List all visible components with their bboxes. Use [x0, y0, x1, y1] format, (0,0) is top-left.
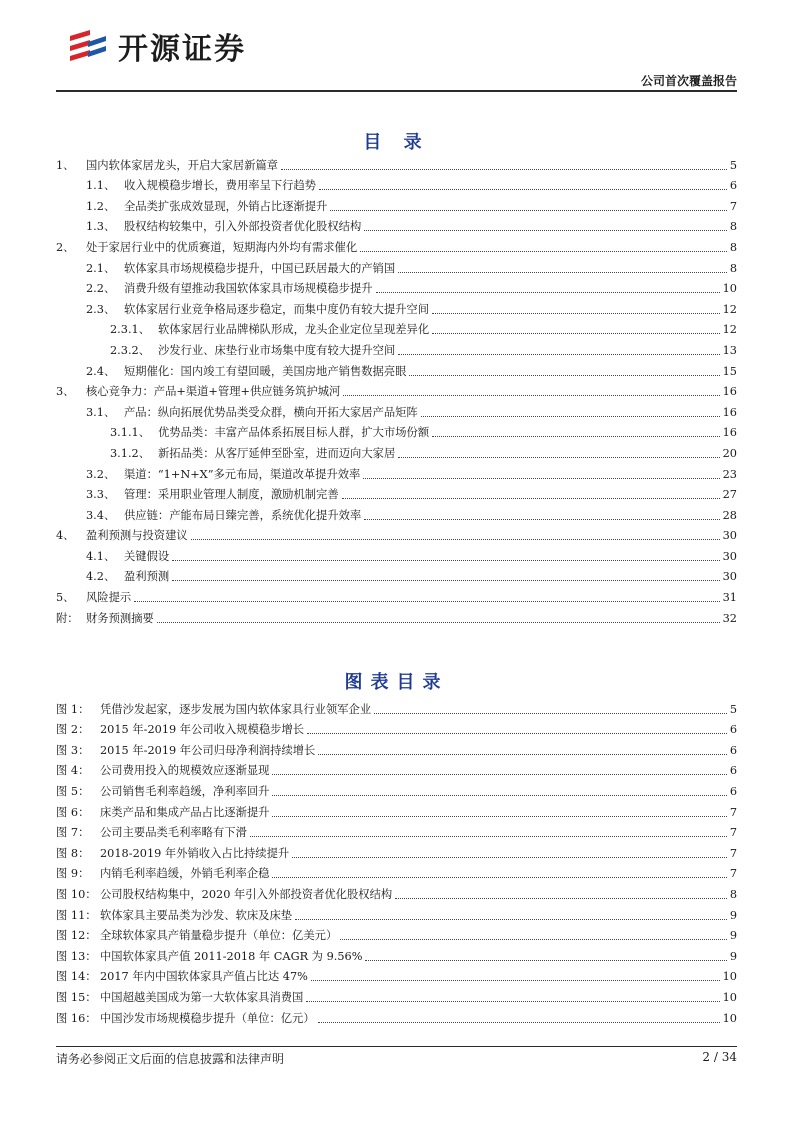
toc-entry[interactable]: 2.4、 短期催化：国内竣工有望回暖，美国房地产销售数据亮眼 15 — [86, 364, 737, 378]
figure-entry[interactable]: 图 11： 软体家具主要品类为沙发、软床及床垫 9 — [56, 908, 737, 922]
figures-list — [56, 696, 737, 1026]
figure-entry[interactable]: 图 13： 中国软体家具产值 2011-2018 年 CAGR 为 9.56% 9 — [56, 949, 737, 963]
footer-divider — [56, 1046, 737, 1047]
toc-entry[interactable]: 2.3、 软体家居行业竞争格局逐步稳定，而集中度仍有较大提升空间 12 — [86, 302, 737, 316]
toc-entry[interactable]: 3.1.1、 优势品类：丰富产品体系拓展目标人群，扩大市场份额 16 — [110, 426, 737, 440]
kaiyuan-logo-icon — [64, 22, 112, 70]
figure-entry[interactable]: 图 10： 公司股权结构集中，2020 年引入外部投资者优化股权结构 8 — [56, 887, 737, 901]
toc-entry[interactable]: 1.3、 股权结构较集中，引入外部投资者优化股权结构 8 — [86, 220, 737, 234]
report-type: 公司首次覆盖报告 — [640, 74, 737, 88]
figure-entry[interactable]: 图 1： 凭借沙发起家，逐步发展为国内软体家具行业领军企业 5 — [56, 702, 737, 716]
toc-entry[interactable]: 2、 处于家居行业中的优质赛道，短期海内外均有需求催化 8 — [56, 240, 737, 254]
figure-entry[interactable]: 图 9： 内销毛利率趋缓，外销毛利率企稳 7 — [56, 867, 737, 881]
toc-entry[interactable]: 5、 风险提示 31 — [56, 591, 737, 605]
toc-entry[interactable]: 2.3.1、 软体家居行业品牌梯队形成，龙头企业定位呈现差异化 12 — [110, 323, 737, 337]
toc-entry[interactable]: 3.3、 管理：采用职业管理人制度，激励机制完善 27 — [86, 488, 737, 502]
header-divider — [56, 90, 737, 92]
toc-entry[interactable]: 2.2、 消费升级有望推动我国软体家具市场规模稳步提升 10 — [86, 282, 737, 296]
figure-entry[interactable]: 图 12： 全球软体家具产销量稳步提升（单位：亿美元） 9 — [56, 929, 737, 943]
toc-entry[interactable]: 3、 核心竞争力：产品+渠道+管理+供应链务筑护城河 16 — [56, 385, 737, 399]
toc-entry[interactable]: 3.4、 供应链：产能布局日臻完善，系统优化提升效率 28 — [86, 508, 737, 522]
figure-entry[interactable]: 图 3： 2015 年-2019 年公司归母净利润持续增长 6 — [56, 743, 737, 757]
brand-logo — [64, 22, 246, 70]
toc-entry[interactable]: 1、 国内软体家居龙头，开启大家居新篇章 5 — [56, 158, 737, 172]
figures-title: 图表目录 — [344, 672, 449, 693]
toc-entry[interactable]: 4、 盈利预测与投资建议 30 — [56, 529, 737, 543]
toc-entry[interactable]: 附： 财务预测摘要 32 — [56, 611, 737, 625]
toc-entry[interactable]: 2.3.2、 沙发行业、床垫行业市场集中度有较大提升空间 13 — [110, 343, 737, 357]
brand-name: 开源证券 — [118, 32, 246, 67]
page-indicator: 2 / 34 — [702, 1050, 737, 1064]
figure-entry[interactable]: 图 5： 公司销售毛利率趋缓，净利率回升 6 — [56, 784, 737, 798]
toc-title: 目 录 — [363, 132, 430, 153]
toc-entry[interactable]: 3.1.2、 新拓品类：从客厅延伸至卧室，进而迈向大家居 20 — [110, 446, 737, 460]
figure-entry[interactable]: 图 4： 公司费用投入的规模效应逐渐显现 6 — [56, 764, 737, 778]
toc-entry[interactable]: 3.1、 产品：纵向拓展优势品类受众群，横向开拓大家居产品矩阵 16 — [86, 405, 737, 419]
figure-entry[interactable]: 图 6： 床类产品和集成产品占比逐渐提升 7 — [56, 805, 737, 819]
toc-entry[interactable]: 2.1、 软体家具市场规模稳步提升，中国已跃居最大的产销国 8 — [86, 261, 737, 275]
toc-entry[interactable]: 3.2、 渠道：“1+N+X”多元布局，渠道改革提升效率 23 — [86, 467, 737, 481]
figure-entry[interactable]: 图 8： 2018-2019 年外销收入占比持续提升 7 — [56, 846, 737, 860]
figure-entry[interactable]: 图 16： 中国沙发市场规模稳步提升（单位：亿元） 10 — [56, 1011, 737, 1025]
toc-list — [56, 152, 737, 626]
figure-entry[interactable]: 图 2： 2015 年-2019 年公司收入规模稳步增长 6 — [56, 723, 737, 737]
toc-entry[interactable]: 4.1、 关键假设 30 — [86, 549, 737, 563]
footer-disclaimer: 请务必参阅正文后面的信息披露和法律声明 — [56, 1052, 285, 1066]
toc-entry[interactable]: 1.2、 全品类扩张成效显现，外销占比逐渐提升 7 — [86, 199, 737, 213]
toc-entry[interactable]: 4.2、 盈利预测 30 — [86, 570, 737, 584]
figure-entry[interactable]: 图 15： 中国超越美国成为第一大软体家具消费国 10 — [56, 990, 737, 1004]
toc-entry[interactable]: 1.1、 收入规模稳步增长，费用率呈下行趋势 6 — [86, 179, 737, 193]
figure-entry[interactable]: 图 14： 2017 年内中国软体家具产值占比达 47% 10 — [56, 970, 737, 984]
figure-entry[interactable]: 图 7： 公司主要品类毛利率略有下滑 7 — [56, 826, 737, 840]
